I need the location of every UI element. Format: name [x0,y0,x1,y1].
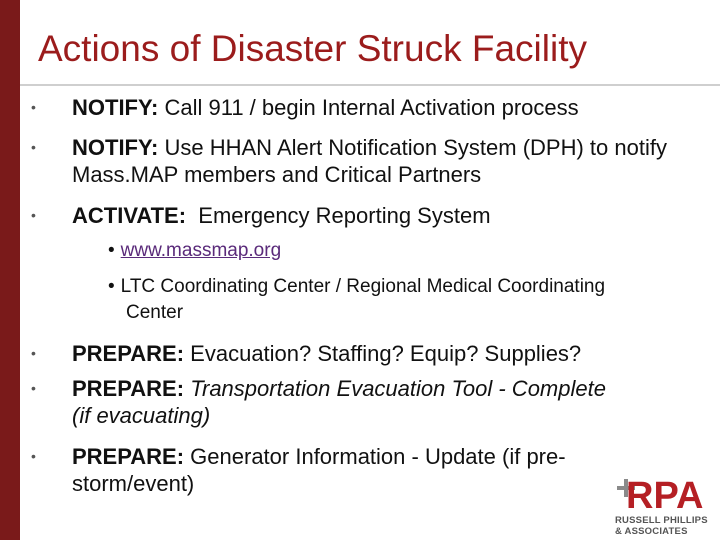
bullet-item [31,443,662,497]
bullet-keyword: NOTIFY: [72,135,159,160]
bullet-keyword: ACTIVATE: [72,203,187,228]
bullet-dot: • [31,207,36,223]
bullet-dot: • [31,448,36,464]
bullet-keyword: PREPARE: [72,444,185,469]
logo-letters: RPA [626,475,704,517]
bullet-dot: • [31,139,36,155]
massmap-link[interactable]: www.massmap.org [120,240,282,261]
logo-caption-line1: RUSSELL PHILLIPS [615,515,708,526]
bullet-item [31,134,692,188]
left-accent-bar [0,0,20,540]
title-divider [20,84,720,86]
bullet-item [31,340,692,367]
sub-bullet-item [108,238,668,264]
bullet-italic-text: Transportation Evacuation Tool - Complete (if evacuating) [72,376,606,428]
logo-caption [615,515,708,537]
bullet-item [31,202,692,229]
bullet-keyword: NOTIFY: [72,95,159,120]
bullet-text: Use HHAN Alert Notification System (DPH) to notify Mass.MAP members and Critical Partners [72,135,667,187]
logo-caption-line2: & ASSOCIATES [615,526,688,537]
sub-bullet-dot: • [108,276,115,297]
bullet-dot: • [31,99,36,115]
bullet-keyword: PREPARE: [72,341,185,366]
bullet-text: Evacuation? Staffing? Equip? Supplies? [184,341,582,366]
bullet-item [31,94,692,121]
bullet-item [31,375,612,429]
sub-bullet-text: LTC Coordinating Center / Regional Medical Coordinating Center [120,276,606,323]
bullet-keyword: PREPARE: [72,376,185,401]
bullet-text: Call 911 / begin Internal Activation process [158,95,579,120]
slide-title: Actions of Disaster Struck Facility [38,28,587,69]
bullet-dot: • [31,345,36,361]
bullet-text: Emergency Reporting System [186,203,491,228]
sub-bullet-item [108,274,606,326]
bullet-dot: • [31,380,36,396]
bullet-text: Generator Information - Update (if pre-storm/event) [72,444,566,496]
sub-bullet-dot: • [108,240,115,261]
